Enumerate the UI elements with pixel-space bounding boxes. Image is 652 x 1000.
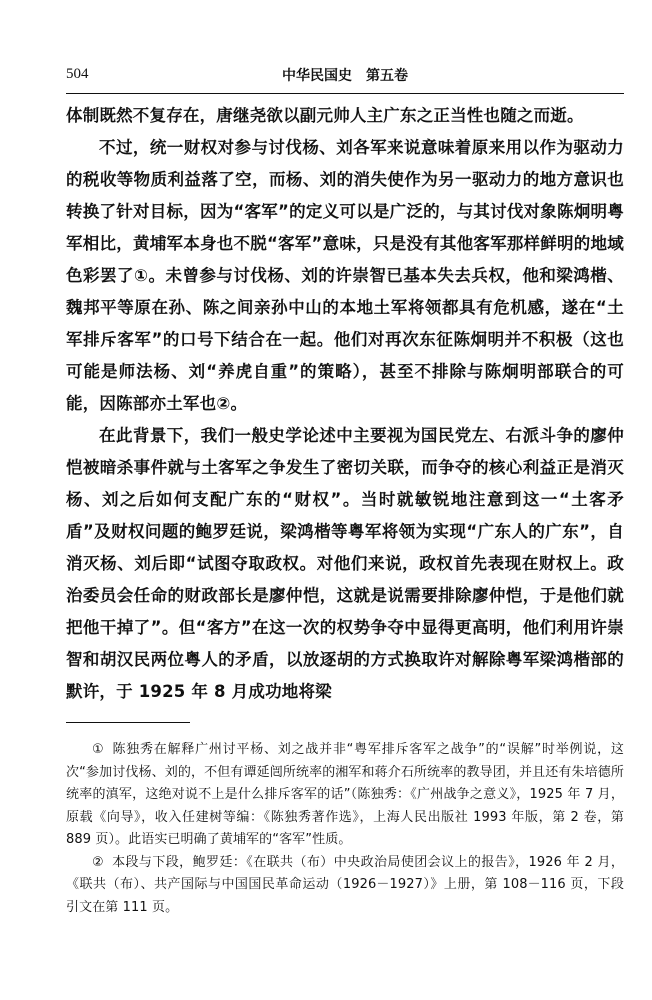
page-header (66, 66, 624, 90)
footnotes (66, 739, 624, 919)
footnote-ref-1: ① (133, 266, 149, 285)
page-number: 504 (66, 66, 89, 82)
paragraph-3: 在此背景下，我们一般史学论述中主要视为国民党左、右派斗争的廖仲恺被暗杀事件就与土客军之争发生了密切关联，而争夺的核心利益正是消灭杨、刘之后如何支配广东的“财权”。当时就敏锐地注意到这一“土客矛盾”及财权问题的鲍罗廷说，梁鸿楷等粤军将领为实现“广东人的广东”，自消灭杨、刘后即“试图夺取政权。对他们来说，政权首先表现在财权上。政治委员会任命的财政部长是廖仲恺，这就是说需要排除廖仲恺，于是他们就把他干掉了”。但“客方”在这一次的权势争夺中显得更高明，他们利用许崇智和胡汉民两位粤人的矛盾，以放逐胡的方式换取许对解除粤军梁鸿楷部的默许，于 1925 年 8 月成功地将梁 (66, 426, 624, 701)
paragraph-2-text-a: 不过，统一财权对参与讨伐杨、刘各军来说意味着原来用以作为驱动力的税收等物质利益落了空，而杨、刘的消失使作为另一驱动力的地方意识也转换了针对目标，因为“客军”的定义可以是广泛的，与其讨伐对象陈炯明粤军相比，黄埔军本身也不脱“客军”意味，只是没有其他客军那样鲜明的地域色彩罢了 (66, 138, 624, 285)
footnote-1 (66, 739, 624, 852)
footnote-2 (66, 852, 624, 920)
footnote-ref-2: ② (216, 394, 231, 413)
running-title: 中华民国史 第五卷 (282, 68, 408, 84)
footnote-1-text: 陈独秀在解释广州讨平杨、刘之战并非“粤军排斥客军之战争”的“误解”时举例说，这次“参加讨伐杨、刘的，不但有谭延闿所统率的湘军和蒋介石所统率的教导团，并且还有朱培德所统率的滇军，这绝对说不上是什么排斥客军的话”（陈独秀：《广州战争之意义》，1925 年 7 月，原载《向导》，收入任建树等编：《陈独秀著作选》，上海人民出版社 1993 年版，第 2 卷，第 889 页）。此语实已明确了黄埔军的“客军”性质。 (66, 742, 624, 847)
paragraph-2-text-end: 。 (230, 394, 248, 413)
footnote-2-mark: ② (92, 854, 105, 870)
paragraph-1: 体制既然不复存在，唐继尧欲以副元帅人主广东之正当性也随之而逝。 (66, 106, 584, 125)
header-rule (66, 93, 624, 94)
main-text (66, 100, 624, 708)
footnote-2-text: 本段与下段，鲍罗廷：《在联共（布）中央政治局使团会议上的报告》，1926 年 2 月，《联共（布）、共产国际与中国国民革命运动（1926－1927）》上册，第 108－116 页，下段引文在第 111 页。 (66, 854, 624, 915)
paragraph-2-text-b: 。未曾参与讨伐杨、刘的许崇智已基本失去兵权，他和梁鸿楷、魏邦平等原在孙、陈之间亲孙中山的本地土军将领都具有危机感，遂在“土军排斥客军”的口号下结合在一起。他们对再次东征陈炯明并不积极（这也可能是师法杨、刘“养虎自重”的策略），甚至不排除与陈炯明部联合的可能，因陈部亦土军也 (66, 266, 624, 413)
paragraph-2 (66, 132, 624, 420)
footnote-1-mark: ① (92, 742, 105, 757)
footnote-separator (66, 722, 190, 723)
